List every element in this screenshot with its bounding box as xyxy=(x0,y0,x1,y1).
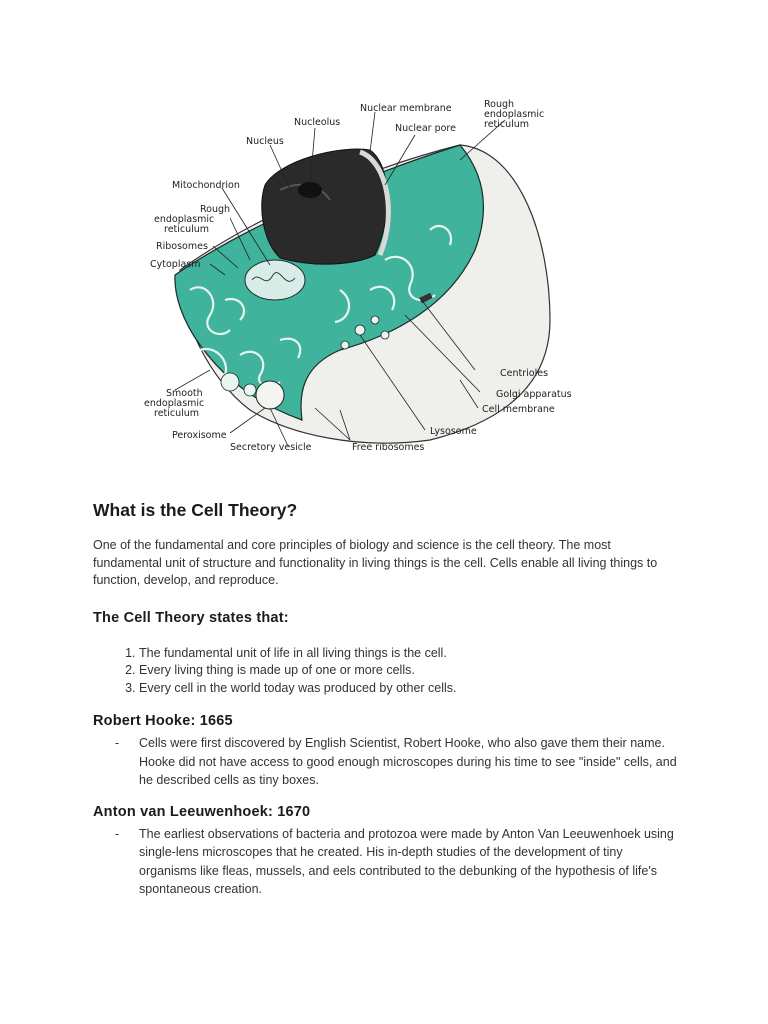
label-ribosomes: Ribosomes xyxy=(156,241,208,252)
label-smooth-er-3: reticulum xyxy=(154,408,200,419)
document-body xyxy=(93,500,683,913)
dash-bullet: - xyxy=(115,736,120,750)
label-centrioles: Centrioles xyxy=(500,368,549,379)
label-rough-er-top-2: endoplasmic xyxy=(484,109,545,120)
section-heading-hooke: Robert Hooke: 1665 xyxy=(93,713,233,729)
label-golgi: Golgi apparatus xyxy=(496,389,572,400)
cell-theory-statements xyxy=(93,645,683,698)
cell-diagram xyxy=(130,90,600,460)
label-rough-er-top-1: Rough xyxy=(484,99,515,110)
label-peroxisome: Peroxisome xyxy=(172,430,227,441)
label-rough-er-top-3: reticulum xyxy=(484,119,530,130)
statement-item: 1. The fundamental unit of life in all living things is the cell. xyxy=(139,645,683,663)
section-item-hooke xyxy=(93,734,683,790)
label-smooth-er-2: endoplasmic xyxy=(144,398,205,409)
section-heading-leeuwenhoek: Anton van Leeuwenhoek: 1670 xyxy=(93,803,311,820)
label-nuclear-pore: Nuclear pore xyxy=(395,123,456,134)
label-secretory-vesicle: Secretory vesicle xyxy=(230,442,312,453)
label-rough-er-left-1: Rough xyxy=(200,204,231,215)
section-text-hooke: Cells were first discovered by English Scientist, Robert Hooke, who also gave them their name. Hooke did not have access to good enough microscopes during his time to see "inside" cells, and he described cells as tiny boxes. xyxy=(139,736,677,787)
statement-item: 2. Every living thing is made up of one or more cells. xyxy=(139,662,683,680)
label-cytoplasm: Cytoplasm xyxy=(150,259,201,270)
section-text-leeuwenhoek: The earliest observations of bacteria and protozoa were made by Anton Van Leeuwenhoek using single-lens microscopes that he created. His in-depth studies of the development of tiny organisms like fleas, mussels, and eels contributed to the debunking of the hypothesis of life's spontaneous creation. xyxy=(139,826,674,896)
nucleus-shape xyxy=(262,149,387,264)
section-item-leeuwenhoek xyxy=(93,825,683,899)
mitochondrion-shape xyxy=(245,260,305,300)
statement-item: 3. Every cell in the world today was produced by other cells. xyxy=(139,680,683,698)
label-cell-membrane: Cell membrane xyxy=(482,404,555,415)
label-smooth-er-1: Smooth xyxy=(166,388,203,399)
cell-illustration xyxy=(130,90,600,460)
label-nucleolus: Nucleolus xyxy=(294,117,341,128)
label-free-ribosomes: Free ribosomes xyxy=(352,442,425,453)
label-rough-er-left-2: endoplasmic xyxy=(154,214,215,225)
page-title: What is the Cell Theory? xyxy=(93,500,298,520)
label-rough-er-left-3: reticulum xyxy=(164,224,210,235)
dash-bullet: - xyxy=(115,826,120,841)
intro-paragraph: One of the fundamental and core principles of biology and science is the cell theory. The most fundamental unit of structure and functionality in living things is the cell. Cells enable all living things to function, develop, and reproduce. xyxy=(93,538,658,587)
label-lysosome: Lysosome xyxy=(430,426,477,437)
secretory-vesicle-shape xyxy=(256,381,284,409)
label-mitochondrion: Mitochondrion xyxy=(172,180,240,191)
label-nucleus: Nucleus xyxy=(246,136,284,147)
label-nuclear-membrane: Nuclear membrane xyxy=(360,103,452,114)
statement-heading: The Cell Theory states that: xyxy=(93,609,289,626)
